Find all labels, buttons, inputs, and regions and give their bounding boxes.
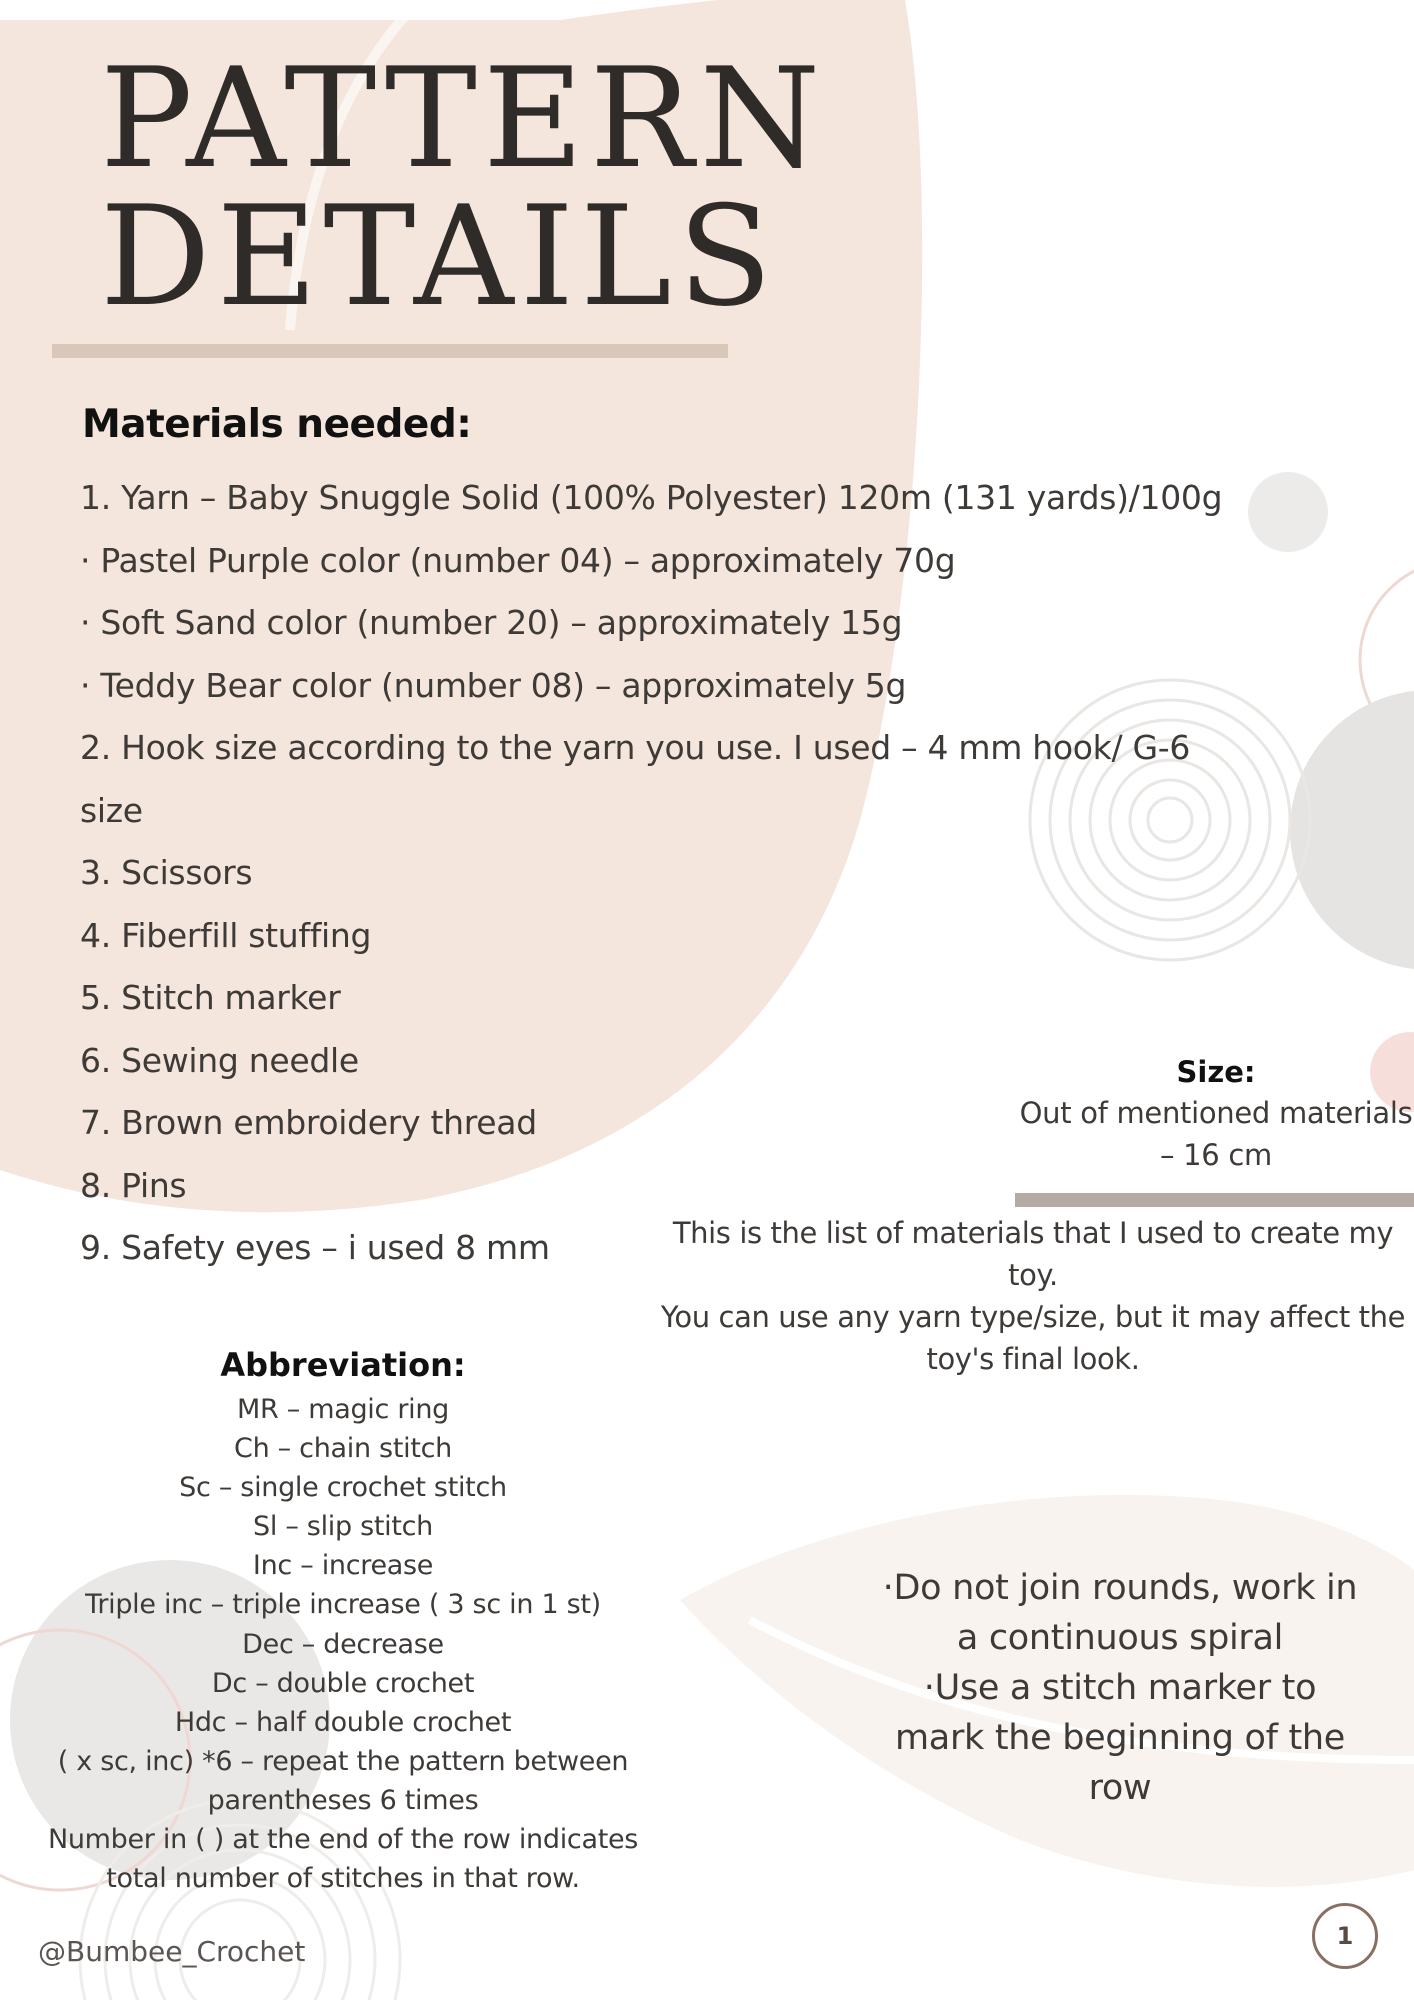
materials-item: 5. Stitch marker (80, 978, 341, 1017)
note-line-3: toy's final look. (926, 1342, 1140, 1376)
size-info (1016, 1052, 1414, 1176)
materials-item: 7. Brown embroidery thread (80, 1103, 537, 1142)
page-title (100, 38, 827, 337)
materials-item: 9. Safety eyes – i used 8 mm (80, 1228, 550, 1267)
spiral-line: row (1088, 1768, 1152, 1808)
title-underline (52, 344, 728, 358)
abbreviation-item: Sc – single crochet stitch (179, 1472, 507, 1504)
size-line-2: – 16 cm (1160, 1138, 1272, 1172)
spiral-instructions (860, 1563, 1380, 1813)
materials-item: 4. Fiberfill stuffing (80, 915, 372, 955)
note-line-2: You can use any yarn type/size, but it may affect the (660, 1300, 1406, 1334)
materials-item: 6. Sewing needle (80, 1040, 359, 1080)
page-number: 1 (1312, 1903, 1378, 1969)
abbreviation-item: Inc – increase (252, 1550, 434, 1582)
title-line-2: DETAILS (100, 176, 779, 337)
abbreviation-item: ( x sc, inc) *6 – repeat the pattern between (57, 1745, 629, 1777)
materials-note (658, 1212, 1408, 1380)
abbreviation-section (30, 1344, 656, 1898)
abbreviation-item: Triple inc – triple increase ( 3 sc in 1 st) (85, 1589, 601, 1621)
materials-item: · Pastel Purple color (number 04) – approximately 70g (80, 540, 956, 580)
abbreviation-heading: Abbreviation: (220, 1346, 466, 1384)
abbreviation-item: total number of stitches in that row. (106, 1863, 580, 1895)
abbreviation-list (30, 1390, 656, 1898)
materials-item: 3. Scissors (80, 853, 253, 892)
abbreviation-item: MR – magic ring (237, 1394, 449, 1425)
materials-item: 1. Yarn – Baby Snuggle Solid (100% Polyester) 120m (131 yards)/100g (80, 478, 1223, 517)
abbreviation-item: parentheses 6 times (207, 1784, 479, 1816)
author-handle: @Bumbee_Crochet (38, 1935, 306, 1968)
spiral-line: ·Do not join rounds, work in (882, 1568, 1358, 1608)
abbreviation-item: Ch – chain stitch (234, 1433, 452, 1465)
materials-item: size (80, 790, 143, 830)
abbreviation-item: Number in ( ) at the end of the row indicates (47, 1824, 639, 1856)
materials-item: 8. Pins (80, 1165, 187, 1205)
abbreviation-item: Dc – double crochet (211, 1667, 475, 1699)
materials-item: · Soft Sand color (number 20) – approximately 15g (80, 603, 903, 642)
spiral-line: mark the beginning of the (895, 1718, 1345, 1758)
spiral-line: ·Use a stitch marker to (923, 1668, 1317, 1708)
materials-heading: Materials needed: (82, 402, 472, 447)
title-line-1: PATTERN (100, 38, 827, 199)
size-heading: Size: (1176, 1055, 1256, 1089)
grey-dot (1248, 472, 1328, 552)
materials-item: 2. Hook size according to the yarn you use. I used – 4 mm hook/ G-6 (80, 728, 1191, 767)
materials-item: · Teddy Bear color (number 08) – approximately 5g (80, 665, 907, 705)
abbreviation-item: Dec – decrease (242, 1628, 444, 1660)
abbreviation-item: Sl – slip stitch (253, 1511, 433, 1543)
spiral-line: a continuous spiral (956, 1618, 1284, 1658)
abbreviation-item: Hdc – half double crochet (174, 1706, 512, 1738)
size-divider (1015, 1193, 1414, 1207)
note-line-1: This is the list of materials that I used to create my toy. (672, 1216, 1394, 1292)
size-line-1: Out of mentioned materials (1019, 1096, 1413, 1130)
